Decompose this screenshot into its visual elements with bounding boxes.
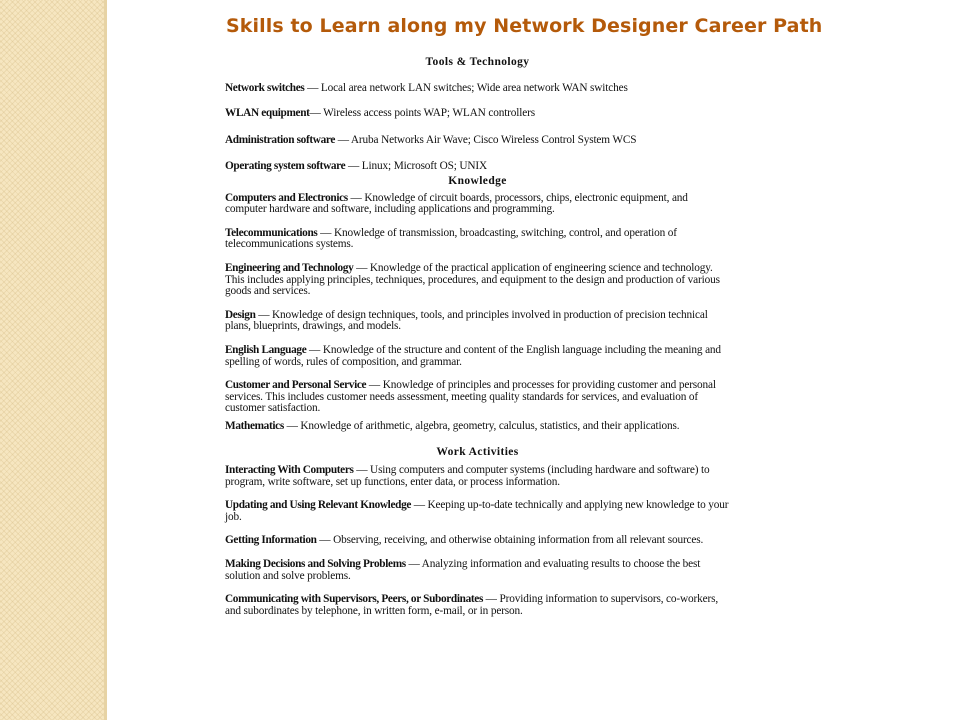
- slide-title: Skills to Learn along my Network Designer Career Path: [226, 15, 823, 37]
- knowledge-entry-mathematics: [225, 421, 730, 433]
- entry-term: Operating system software: [225, 160, 346, 173]
- entry-term: Updating and Using Relevant Knowledge: [225, 499, 412, 512]
- entry-description: — Linux; Microsoft OS; UNIX: [345, 160, 488, 173]
- entry-term: Telecommunications: [225, 226, 318, 239]
- knowledge-entry-engineering-technology: [225, 263, 730, 298]
- knowledge-entry-telecommunications: [225, 228, 730, 251]
- entry-description: — Providing information to supervisors, co-workers, and subordinates by telephone, in written form, e-mail, or in person.: [225, 593, 719, 617]
- entry-term: Network switches: [225, 81, 305, 94]
- entry-description: — Knowledge of design techniques, tools, and principles involved in production of precision technical plans, blueprints, drawings, and models.: [225, 308, 708, 333]
- entry-description: — Knowledge of arithmetic, algebra, geometry, calculus, statistics, and their applications.: [283, 419, 680, 432]
- tools-entry-administration-software: [225, 135, 730, 147]
- section-heading-tools: Tools & Technology: [425, 56, 530, 68]
- activity-entry-getting-information: [225, 535, 730, 547]
- section-heading-work-activities: Work Activities: [436, 446, 519, 459]
- side-strip-edge: [104, 0, 107, 720]
- entry-description: — Local area network LAN switches; Wide area network WAN switches: [304, 81, 628, 94]
- entry-description: — Aruba Networks Air Wave; Cisco Wireless Control System WCS: [335, 133, 637, 146]
- knowledge-entry-design: [225, 310, 730, 333]
- entry-description: — Observing, receiving, and otherwise obtaining information from all relevant sources.: [316, 534, 704, 547]
- document-body: [225, 56, 730, 617]
- entry-term: WLAN equipment: [225, 107, 310, 120]
- activity-entry-making-decisions: [225, 559, 730, 582]
- entry-description: — Using computers and computer systems (including hardware and software) to program, write software, set up functions, enter data, or process information.: [225, 464, 710, 488]
- entry-term: Communicating with Supervisors, Peers, or Subordinates: [225, 593, 483, 606]
- entry-description: — Knowledge of principles and processes for providing customer and personal services. This includes customer needs assessment, meeting quality standards for services, and evaluation of customer satisfaction.: [225, 379, 716, 415]
- entry-term: Mathematics: [225, 419, 284, 432]
- section-heading-knowledge: Knowledge: [448, 174, 507, 187]
- entry-term: Making Decisions and Solving Problems: [225, 558, 406, 571]
- tools-entry-network-switches: [225, 83, 730, 95]
- entry-description: — Knowledge of transmission, broadcasting, switching, control, and operation of telecommunications systems.: [225, 226, 677, 251]
- entry-description: — Analyzing information and evaluating results to choose the best solution and solve problems.: [225, 558, 701, 582]
- entry-term: English Language: [225, 343, 307, 356]
- knowledge-entry-computers-electronics: [225, 193, 730, 216]
- activity-entry-interacting-with-computers: [225, 465, 730, 488]
- entry-description: — Keeping up-to-date technically and applying new knowledge to your job.: [225, 499, 729, 523]
- entry-description: — Wireless access points WAP; WLAN controllers: [309, 107, 535, 120]
- decorative-side-strip: [0, 0, 104, 720]
- entry-term: Administration software: [225, 133, 336, 146]
- entry-term: Interacting With Computers: [225, 464, 354, 477]
- entry-description: — Knowledge of the practical application of engineering science and technology. This includes applying principles, techniques, procedures, and equipment to the design and production of various goods and services.: [225, 261, 720, 298]
- entry-term: Design: [225, 308, 256, 321]
- activity-entry-updating-knowledge: [225, 500, 730, 523]
- knowledge-entry-customer-personal-service: [225, 380, 730, 415]
- entry-term: Customer and Personal Service: [225, 379, 367, 392]
- entry-description: — Knowledge of the structure and content of the English language including the meaning and spelling of words, rules of composition, and grammar.: [225, 343, 721, 368]
- tools-entry-operating-system-software: [225, 161, 730, 173]
- entry-term: Computers and Electronics: [225, 191, 348, 204]
- knowledge-entry-english-language: [225, 345, 730, 368]
- activity-entry-communicating: [225, 594, 730, 617]
- tools-entry-wlan-equipment: [225, 108, 730, 120]
- entry-term: Getting Information: [225, 534, 317, 547]
- entry-term: Engineering and Technology: [225, 261, 354, 274]
- entry-description: — Knowledge of circuit boards, processors, chips, electronic equipment, and computer hardware and software, including applications and programming.: [225, 191, 688, 216]
